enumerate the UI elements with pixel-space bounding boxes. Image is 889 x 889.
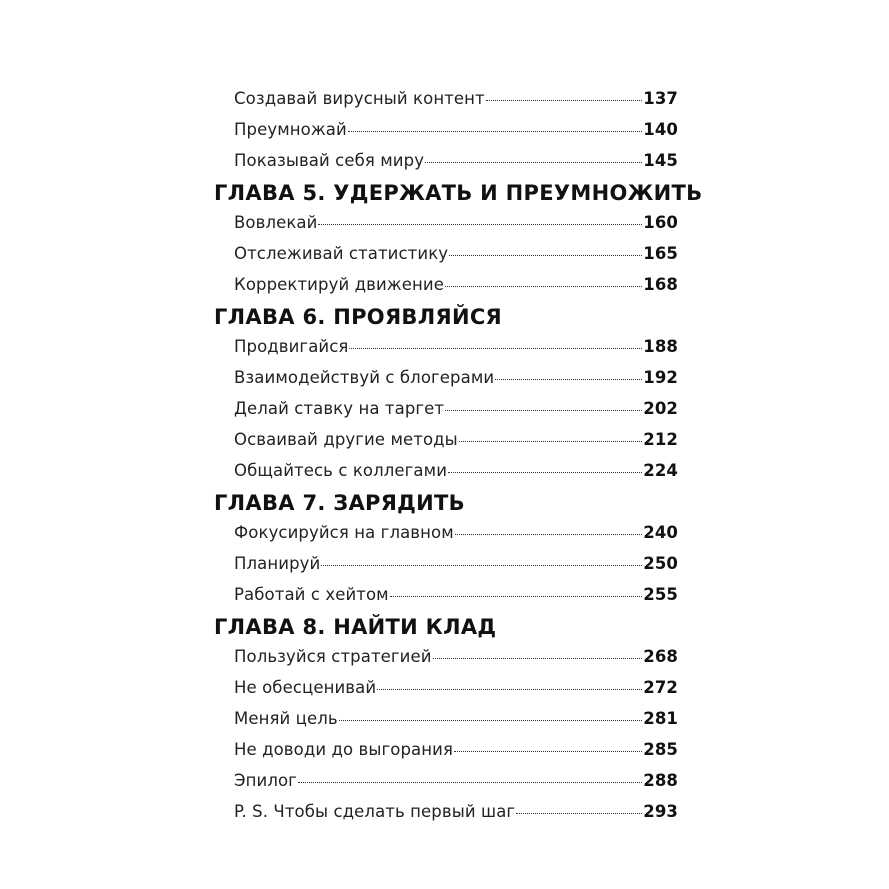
toc-entry-page-number: 192 (643, 368, 678, 387)
toc-entry (234, 461, 678, 485)
toc-entry-title: Планируй (234, 554, 321, 573)
toc-entry-title: Не доводи до выгорания (234, 740, 453, 759)
toc-entry (234, 554, 678, 578)
dot-leader (459, 440, 642, 442)
toc-entry-title: Продвигайся (234, 337, 349, 356)
toc-entry-page-number: 202 (643, 399, 678, 418)
toc-entry-page-number: 281 (643, 709, 678, 728)
dot-leader (349, 347, 642, 349)
chapter-heading: ГЛАВА 7. ЗАРЯДИТЬ (214, 491, 465, 515)
toc-entry-title: Меняй цель (234, 709, 338, 728)
toc-entry-page-number: 250 (643, 554, 678, 573)
toc-entry (234, 275, 678, 299)
toc-entry (234, 678, 678, 702)
dot-leader (448, 471, 642, 473)
dot-leader (455, 533, 642, 535)
toc-entry-title: Показывай себя миру (234, 151, 425, 170)
toc-entry-title: Вовлекай (234, 213, 318, 232)
toc-entry-title: Корректируй движение (234, 275, 444, 294)
dot-leader (321, 564, 642, 566)
dot-leader (433, 657, 643, 659)
toc-entry (234, 337, 678, 361)
toc-entry (234, 740, 678, 764)
toc-entry-page-number: 212 (643, 430, 678, 449)
toc-entry-page-number: 268 (643, 647, 678, 666)
toc-entry (234, 89, 678, 113)
dot-leader (339, 719, 643, 721)
toc-entry-page-number: 285 (643, 740, 678, 759)
toc-entry-page-number: 255 (643, 585, 678, 604)
toc-entry-page-number: 293 (643, 802, 678, 821)
dot-leader (454, 750, 642, 752)
dot-leader (425, 161, 642, 163)
toc-entry-title: Эпилог (234, 771, 297, 790)
dot-leader (348, 130, 642, 132)
toc-entry (234, 802, 678, 826)
toc-entry-title: Общайтесь с коллегами (234, 461, 448, 480)
toc-entry-page-number: 137 (643, 89, 678, 108)
toc-entry-page-number: 288 (643, 771, 678, 790)
toc-entry (234, 585, 678, 609)
toc-entry-page-number: 160 (643, 213, 678, 232)
toc-entry-page-number: 188 (643, 337, 678, 356)
toc-entry-title: Делай ставку на таргет (234, 399, 445, 418)
dot-leader (495, 378, 642, 380)
toc-entry-page-number: 240 (643, 523, 678, 542)
toc-entry-title: Взаимодействуй с блогерами (234, 368, 495, 387)
toc-entry-title: Пользуйся стратегией (234, 647, 432, 666)
toc-entry (234, 213, 678, 237)
toc-entry (234, 523, 678, 547)
toc-entry (234, 368, 678, 392)
toc-entry (234, 399, 678, 423)
dot-leader (449, 254, 642, 256)
toc-entry-title: Преумножай (234, 120, 347, 139)
dot-leader (486, 99, 642, 101)
toc-entry-page-number: 145 (643, 151, 678, 170)
toc-entry (234, 771, 678, 795)
toc-entry-page-number: 165 (643, 244, 678, 263)
toc-entry (234, 120, 678, 144)
toc-entry (234, 647, 678, 671)
dot-leader (318, 223, 642, 225)
dot-leader (445, 285, 642, 287)
toc-entry (234, 430, 678, 454)
toc-entry-page-number: 168 (643, 275, 678, 294)
dot-leader (377, 688, 642, 690)
toc-entry-title: Работай с хейтом (234, 585, 389, 604)
toc-entry-title: Отслеживай статистику (234, 244, 449, 263)
toc-entry-page-number: 140 (643, 120, 678, 139)
toc-entry (234, 151, 678, 175)
toc-entry-page-number: 272 (643, 678, 678, 697)
toc-entry-title: Создавай вирусный контент (234, 89, 485, 108)
toc-entry-title: Не обесценивай (234, 678, 377, 697)
chapter-heading: ГЛАВА 6. ПРОЯВЛЯЙСЯ (214, 305, 503, 329)
toc-entry-title: Фокусируйся на главном (234, 523, 454, 542)
chapter-heading: ГЛАВА 8. НАЙТИ КЛАД (214, 615, 497, 639)
chapter-heading: ГЛАВА 5. УДЕРЖАТЬ И ПРЕУМНОЖИТЬ (214, 181, 703, 205)
dot-leader (445, 409, 642, 411)
dot-leader (298, 781, 642, 783)
toc-entry-page-number: 224 (643, 461, 678, 480)
toc-entry (234, 709, 678, 733)
dot-leader (390, 595, 643, 597)
toc-entry-title: Осваивай другие методы (234, 430, 458, 449)
toc-entry-title: P. S. Чтобы сделать первый шаг (234, 802, 516, 821)
toc-entry (234, 244, 678, 268)
dot-leader (516, 812, 642, 814)
